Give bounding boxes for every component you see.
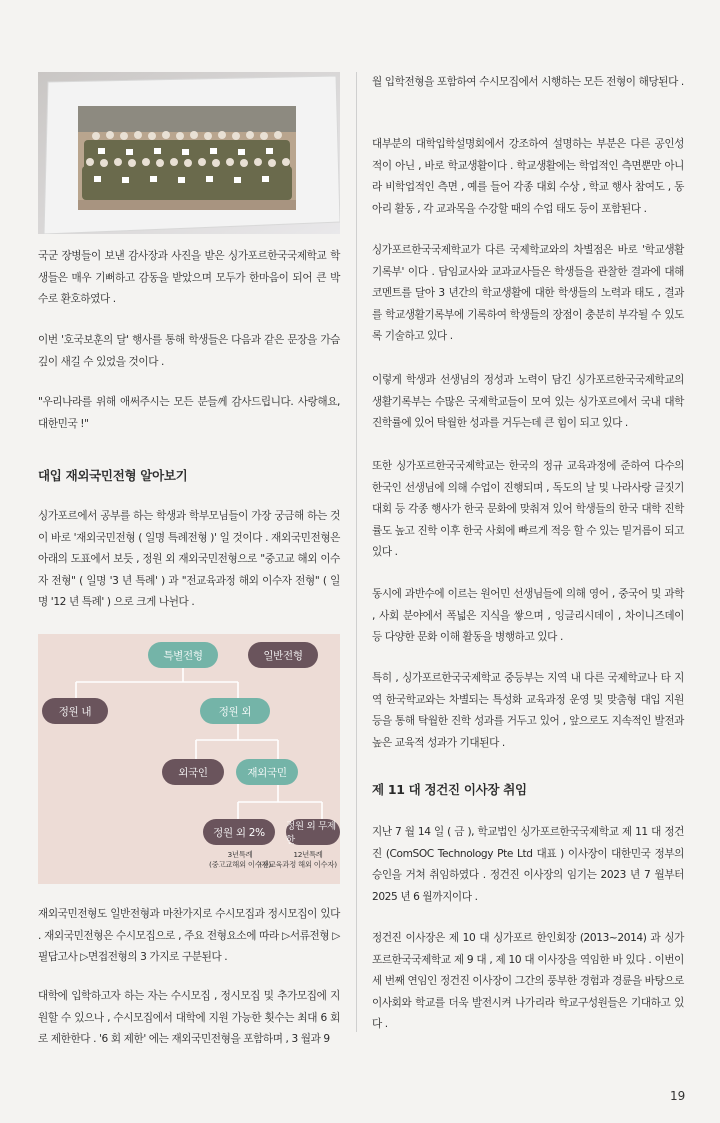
paragraph-korean-curriculum: 또한 싱가포르한국국제학교는 한국의 정규 교육과정에 준하여 다수의 한국인 선생님에 의해 수업이 진행되며 , 독도의 날 및 나라사랑 글짓기 대회 등 각종 행사가 한국 문화에 맞춰져 있어 학생들의 한국 대학 진학률도 높고 진학 이후 한국 사회에 빠르게 적응 할 수 있는 밑거름이 되고 있다 . [372, 460, 684, 558]
label-3yr-title: 3년특례 [227, 850, 253, 859]
paragraph-continued: 월 입학전형을 포함하여 수시모집에서 시행하는 모든 전형이 해당된다 . [372, 76, 684, 88]
section-heading-chairman: 제 11 대 정건진 이사장 취임 [372, 782, 527, 797]
column-divider [356, 72, 357, 1032]
paragraph-school-record: 싱가포르한국국제학교가 다른 국제학교와의 차별점은 바로 '학교생활기록부' 이다 . 담임교사와 교과교사들은 학생들을 관찰한 결과에 대해 코멘트를 달아 3 년간의 학교생활에 대한 학생들의 노력과 태도 , 결과를 학교생활기록부에 기록하여 학생들의 장점이 충분히 부각될 수 있도록 기술하고 있다 . [372, 244, 684, 342]
paragraph-rolling-admission: 재외국민전형도 일반전형과 마찬가지로 수시모집과 정시모집이 있다 . 재외국민전형은 수시모집으로 , 주요 전형요소에 따라 ▷서류전형 ▷필답고사 ▷면접전형의 3 가지로 구분된다 . [38, 908, 340, 963]
label-3yr-desc: (중고교해외 이수자) [209, 860, 271, 869]
node-out-quota-2pct: 정원 외 2% [203, 819, 275, 845]
label-12yr-special [259, 850, 340, 870]
page-number: 19 [670, 1089, 686, 1103]
quote: "우리나라를 위해 애써주시는 모든 분들께 감사드립니다. 사랑해요, 대한민국 !" [38, 396, 340, 430]
paragraph-native-teachers: 동시에 과반수에 이르는 원어민 선생님들에 의해 영어 , 중국어 및 과학 , 사회 분야에서 폭넓은 지식을 쌓으며 , 잉글리시데이 , 차이니즈데이 등 다양한 문화 이해 활동을 병행하고 있다 . [372, 588, 684, 643]
paragraph-application-limit: 대학에 입학하고자 하는 자는 수시모집 , 정시모집 및 추가모집에 지원할 수 있으나 , 수시모집에서 대학에 지원 가능한 횟수는 최대 6 회로 제한한다 . '6 회 제한' 에는 재외국민전형을 포함하며 , 3 월과 9 [38, 990, 340, 1045]
paragraph-chairman-history: 정건진 이사장은 제 10 대 싱가포르 한인회장 (2013~2014) 과 싱가포르한국국제학교 제 9 대 , 제 10 대 이사장을 역임한 바 있다 . 이번이 세 번째 연임인 정건진 이사장이 그간의 풍부한 경험과 경륜을 바탕으로 이사회와 학교를 더욱 발전시켜 나가리라 학교구성원들은 기대하고 있다 . [372, 932, 684, 1030]
paragraph-record-results: 이렇게 학생과 선생님의 정성과 노력이 담긴 싱가포르한국국제학교의 생활기록부는 수많은 국제학교들이 모여 있는 싱가포르에서 국내 대학 진학률에 있어 탁월한 성과를 거두는데 큰 힘이 되고 있다 . [372, 374, 684, 429]
paragraph-special-admission: 싱가포르에서 공부를 하는 학생과 학부모님들이 가장 궁금해 하는 것이 바로 '재외국민전형 ( 일명 특례전형 )' 일 것이다 . 재외국민전형은 아래의 도표에서 보듯 , 정원 외 재외국민전형으로 "중고교 해외 이수자 전형" ( 일명 '3 년 특례' ) 과 "전교육과정 해외 이수자 전형" ( 일명 '12 년 특례' ) 으로 크게 나뉜다 . [38, 510, 340, 608]
paragraph-secondary-school: 특히 , 싱가포르한국국제학교 중등부는 지역 내 다른 국제학교나 타 지역 한국학교와는 차별되는 특성화 교육과정 운영 및 맞춤형 대입 지원 등을 통해 탁월한 진학 성과를 거두고 있어 , 앞으로도 지속적인 발전과 높은 교육적 성과가 기대된다 . [372, 672, 684, 749]
paragraph-thanks: 국군 장병들이 보낸 감사장과 사진을 받은 싱가포르한국국제학교 학생들은 매우 기뻐하고 감동을 받았으며 모두가 한마음이 되어 큰 박수로 환호하였다 . [38, 250, 340, 305]
paragraph-event: 이번 '호국보훈의 달' 행사를 통해 학생들은 다음과 같은 문장을 가슴 깊이 새길 수 있었을 것이다 . [38, 334, 340, 368]
group-photo [38, 72, 340, 234]
admission-diagram [38, 634, 340, 884]
photo-illustration [38, 72, 340, 234]
label-12yr-desc: (전교육과정 해외 이수자) [259, 860, 337, 869]
section-heading-admission: 대입 재외국민전형 알아보기 [38, 468, 188, 483]
node-special-admission: 특별전형 [148, 642, 218, 668]
node-in-quota: 정원 내 [42, 698, 108, 724]
node-general-admission: 일반전형 [248, 642, 318, 668]
node-out-quota: 정원 외 [200, 698, 270, 724]
label-12yr-title: 12년특례 [293, 850, 323, 859]
node-out-quota-unlimited: 정원 외 무제한 [286, 819, 340, 845]
paragraph-chairman-inauguration: 지난 7 월 14 일 ( 금 ), 학교법인 싱가포르한국국제학교 제 11 대 정건진 (ComSOC Technology Pte Ltd 대표 ) 이사장이 대한민국 정부의 승인을 거쳐 취임하였다 . 정건진 이사장의 임기는 2023 년 7 월부터 2025 년 6 월까지이다 . [372, 826, 684, 903]
node-foreigner: 외국인 [162, 759, 224, 785]
paragraph-school-life: 대부분의 대학입학설명회에서 강조하여 설명하는 부분은 다른 공인성적이 아닌 , 바로 학교생활이다 . 학교생활에는 학업적인 측면뿐만 아니라 비학업적인 측면 , 예를 들어 각종 대회 수상 , 학교 행사 참여도 , 동아리 활동 , 각 교과목을 수강할 때의 수업 태도 등이 포함된다 . [372, 138, 684, 215]
node-overseas-korean: 재외국민 [236, 759, 298, 785]
